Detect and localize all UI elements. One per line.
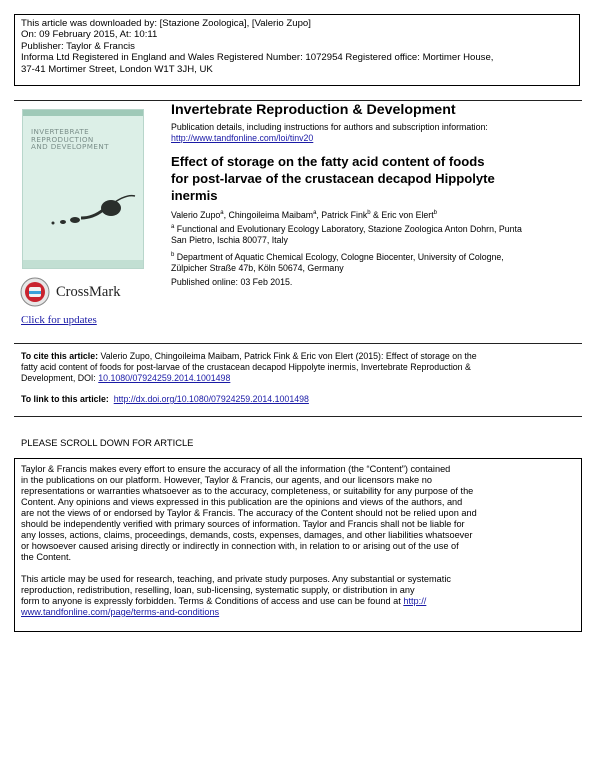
disclaimer-line: This article may be used for research, teaching, and private study purposes. Any substantial or systematic	[21, 574, 451, 584]
cite-text: Valerio Zupo, Chingoileima Maibam, Patrick Fink & Eric von Elert (2015): Effect of storage on the	[98, 351, 477, 361]
cover-title-line: INVERTEBRATE	[31, 127, 90, 136]
crossmark-icon	[20, 277, 52, 307]
cover-title-line: AND DEVELOPMENT	[31, 142, 109, 152]
publication-details: Publication details, including instructions for authors and subscription information:	[171, 122, 488, 132]
affiliation-text: San Pietro, Ischia 80077, Italy	[171, 235, 288, 245]
disclaimer-line: or howsoever caused arising directly or indirectly in connection with, in relation to or arising out of the use of	[21, 541, 459, 551]
affiliation-text: Zülpicher Straße 47b, Köln 50674, Germany	[171, 263, 344, 273]
affiliation-marker: a	[171, 224, 175, 231]
cite-label: To cite this article:	[21, 351, 99, 361]
affiliation-marker: b	[367, 210, 371, 217]
author-name: Valerio Zupo	[171, 210, 221, 220]
cite-text: Development, DOI:	[21, 373, 99, 383]
article-doi-url[interactable]: http://dx.doi.org/10.1080/07924259.2014.1001498	[113, 394, 309, 404]
author-name: Eric von Elert	[381, 210, 434, 220]
disclaimer-line: form to anyone is expressly forbidden. Terms & Conditions of access and use can be found at	[21, 596, 404, 606]
affiliation-marker: b	[171, 252, 175, 259]
affiliation-b	[171, 252, 581, 274]
affiliation-text: Functional and Evolutionary Ecology Laboratory, Stazione Zoologica Anton Dohrn, Punta	[176, 224, 522, 234]
registration-line: Informa Ltd Registered in England and Wales Registered Number: 1072954 Registered office: Mortimer House,	[21, 52, 494, 64]
published-online: Published online: 03 Feb 2015.	[171, 277, 293, 287]
link-block	[21, 394, 581, 405]
disclaimer-line: in the publications on our platform. However, Taylor & Francis, our agents, and our licensors make no	[21, 475, 432, 485]
affiliation-marker: a	[220, 210, 224, 217]
affiliation-marker: b	[433, 210, 438, 217]
title-line: for post-larvae of the crustacean decapod Hippolyte	[171, 171, 495, 187]
cite-text: fatty acid content of foods for post-larvae of the crustacean decapod Hippolyte inermis, Invertebrate Reproduction &	[21, 362, 471, 372]
author-separator: ,	[223, 210, 229, 220]
journal-name: Invertebrate Reproduction & Development	[171, 102, 456, 118]
divider-middle	[14, 343, 582, 344]
scroll-notice: PLEASE SCROLL DOWN FOR ARTICLE	[21, 437, 194, 448]
author-name: Chingoileima Maibam	[228, 210, 314, 220]
download-line: This article was downloaded by: [Stazione Zoologica], [Valerio Zupo]	[21, 18, 311, 29]
address-line: 37-41 Mortimer Street, London W1T 3JH, UK	[21, 63, 213, 75]
link-label: To link to this article:	[21, 394, 109, 404]
disclaimer-line: any losses, actions, claims, proceedings, demands, costs, expenses, damages, and other liabilities whatsoever	[21, 530, 473, 540]
terms-link-part[interactable]: http://	[403, 596, 427, 606]
disclaimer-paragraph-2	[21, 574, 575, 618]
divider-lower	[14, 416, 582, 417]
journal-url-link[interactable]: http://www.tandfonline.com/loi/tinv20	[171, 133, 314, 143]
article-title	[171, 153, 581, 205]
author-name: Patrick Fink	[321, 210, 368, 220]
divider-top	[14, 100, 582, 101]
author-separator: ,	[316, 210, 322, 220]
title-line: Effect of storage on the fatty acid content of foods	[171, 154, 485, 169]
disclaimer-line: should be independently verified with primary sources of information. Taylor and Francis shall not be liable for	[21, 519, 465, 529]
publisher-line: Publisher: Taylor & Francis	[21, 40, 135, 52]
download-info-box	[14, 14, 580, 86]
affiliation-text: Department of Aquatic Chemical Ecology, Cologne Biocenter, University of Cologne,	[176, 252, 504, 262]
crossmark-badge[interactable]	[20, 277, 130, 307]
title-line: inermis	[171, 188, 218, 204]
cover-illustration	[23, 110, 144, 269]
disclaimer-line: the Content.	[21, 552, 72, 562]
author-list	[171, 210, 581, 221]
disclaimer-line: reproduction, redistribution, reselling, loan, sub-licensing, systematic supply, or distribution in any	[21, 585, 415, 595]
disclaimer-box	[14, 458, 582, 632]
doi-link[interactable]: 10.1080/07924259.2014.1001498	[98, 373, 231, 383]
larva-silhouette	[52, 196, 136, 225]
click-for-updates-link[interactable]: Click for updates	[21, 314, 97, 326]
cover-title-line: REPRODUCTION	[31, 134, 94, 144]
terms-link[interactable]: www.tandfonline.com/page/terms-and-conditions	[21, 607, 220, 617]
disclaimer-line: are not the views of or endorsed by Taylor & Francis. The accuracy of the Content should not be relied upon and	[21, 508, 477, 518]
author-separator: &	[370, 210, 382, 220]
journal-cover-image	[22, 109, 144, 269]
disclaimer-line: Taylor & Francis makes every effort to ensure the accuracy of all the information (the “Content”) contained	[21, 464, 451, 474]
affiliation-a	[171, 224, 581, 246]
disclaimer-paragraph-1	[21, 464, 575, 563]
crossmark-label: CrossMark	[56, 284, 121, 300]
download-date: On: 09 February 2015, At: 10:11	[21, 29, 158, 41]
disclaimer-line: representations or warranties whatsoever as to the accuracy, completeness, or suitability for any purpose of the	[21, 486, 474, 496]
cover-footer	[23, 260, 144, 269]
cite-block	[21, 351, 581, 384]
affiliation-marker: a	[313, 210, 317, 217]
disclaimer-line: Content. Any opinions and views expressed in this publication are the opinions and views of the authors, and	[21, 497, 463, 507]
